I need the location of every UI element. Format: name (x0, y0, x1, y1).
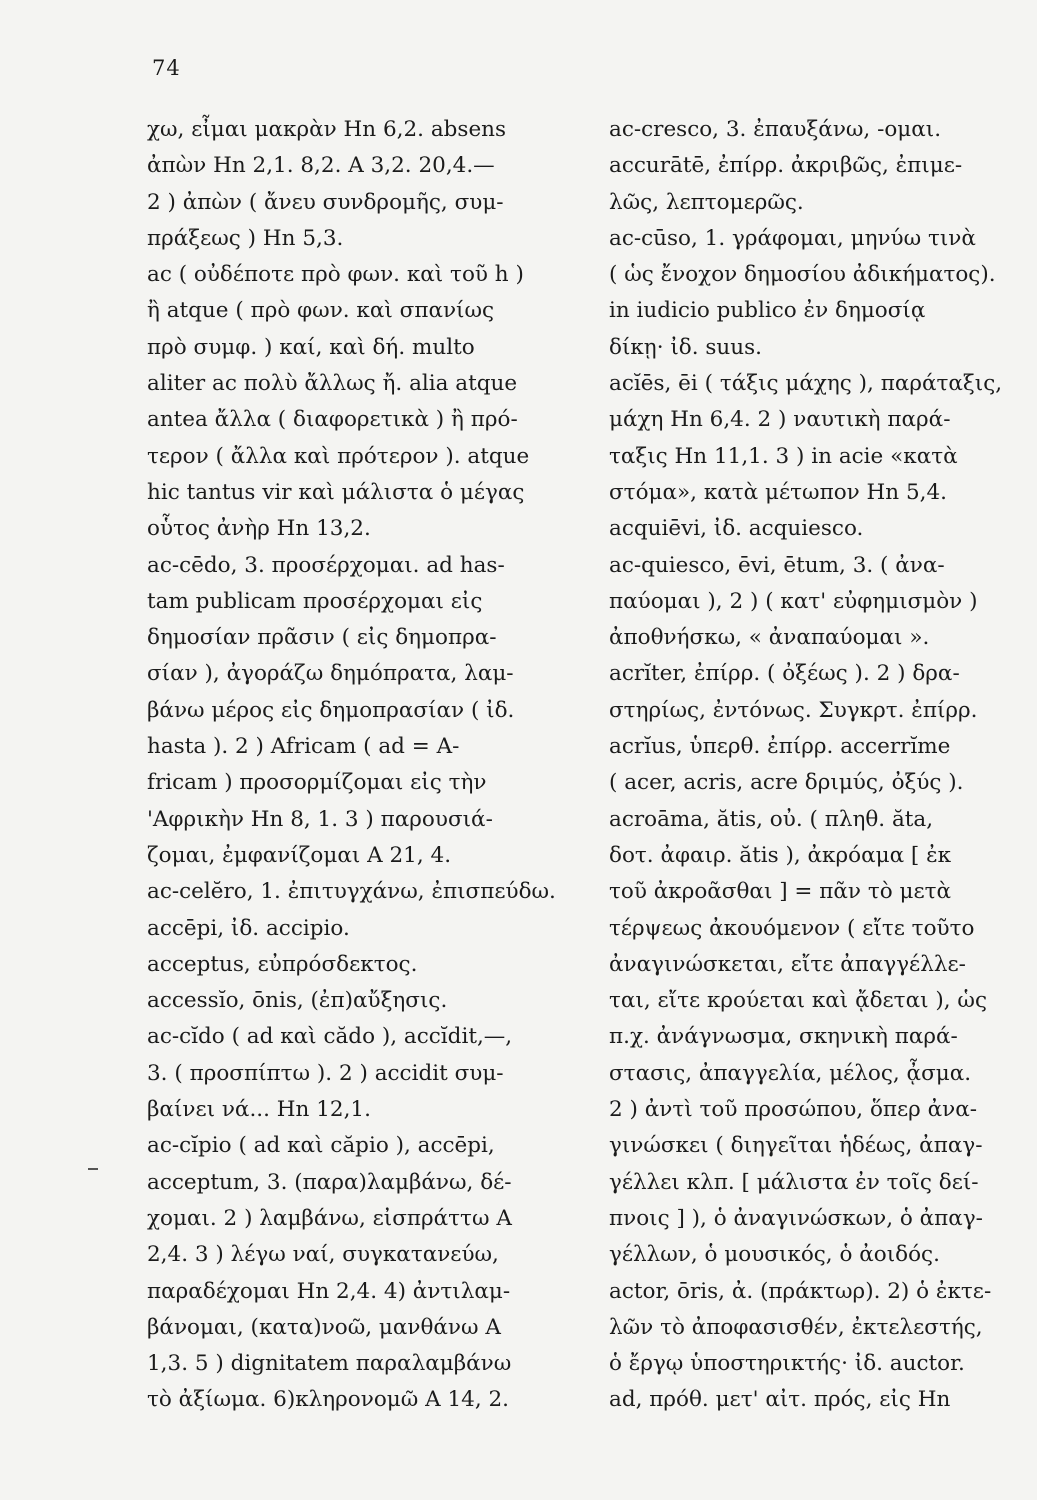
text-line: accēpi, ἰδ. accipio. (147, 915, 350, 941)
text-line: 3. ( προσπίπτω ). 2 ) accidit συμ- (147, 1060, 504, 1086)
text-line: ac-cūso, 1. γράφομαι, μηνύω τινὰ (609, 225, 976, 251)
right-column (609, 112, 1034, 1419)
text-line: acrĭus, ὑπερθ. ἐπίρρ. accerrĭme (609, 734, 951, 760)
text-line: actor, ōris, ἀ. (πράκτωρ). 2) ὁ ἐκτε- (609, 1278, 992, 1304)
text-line: ac-cresco, 3. ἐπαυξάνω, -ομαι. (609, 117, 942, 142)
text-line: χω, εἶμαι μακρὰν Ηn 6,2. absens (147, 117, 507, 142)
text-line: δίκῃ· ἰδ. suus. (609, 334, 762, 360)
text-line: γέλλων, ὁ μουσικός, ὁ ἀοιδός. (609, 1242, 940, 1268)
text-line: ζομαι, ἐμφανίζομαι Α 21, 4. (147, 842, 452, 868)
text-line: στασις, ἀπαγγελία, μέλος, ᾆσμα. (609, 1060, 972, 1086)
text-line: λῶν τὸ ἀποφασισθέν, ἐκτελεστής, (609, 1314, 983, 1340)
text-line: τέρψεως ἀκουόμενον ( εἴτε τοῦτο (609, 915, 975, 941)
text-line: ad, πρόθ. μετ' αἰτ. πρός, εἰς Ηn (609, 1387, 951, 1413)
text-line: ἀναγινώσκεται, εἴτε ἀπαγγέλλε- (609, 951, 966, 977)
text-line: βάνω μέρος εἰς δημοπρασίαν ( ἰδ. (147, 697, 515, 723)
text-line: tam publicam προσέρχομαι εἰς (147, 588, 483, 614)
text-line: ( acer, acris, acre δριμύς, ὀξύς ). (609, 770, 964, 796)
text-line: γινώσκει ( διηγεῖται ἡδέως, ἀπαγ- (609, 1133, 983, 1159)
text-line: 2 ) ἀντὶ τοῦ προσώπου, ὅπερ ἀνα- (609, 1097, 978, 1123)
text-line: χομαι. 2 ) λαμβάνω, εἰσπράττω Α (147, 1205, 512, 1231)
text-line: accessĭo, ōnis, (ἐπ)αὔξησις. (147, 988, 448, 1014)
text-line: hic tantus vir καὶ μάλιστα ὁ μέγας (147, 479, 525, 505)
text-line: ac-celĕro, 1. ἐπιτυγχάνω, ἐπισπεύδω. (147, 879, 556, 905)
text-line: ὁ ἔργῳ ὑποστηρικτής· ἰδ. auctor. (609, 1351, 965, 1377)
text-line: ac-cĭpio ( ad καὶ căpio ), accēpi, (147, 1133, 495, 1159)
text-line: ἢ atque ( πρὸ φων. καὶ σπανίως (147, 298, 495, 324)
text-line: λῶς, λεπτομερῶς. (609, 189, 804, 215)
text-line: πράξεως ) Ηn 5,3. (147, 225, 344, 251)
text-line: πνοις ] ), ὁ ἀναγινώσκων, ὁ ἀπαγ- (609, 1205, 983, 1231)
text-line: πρὸ συμφ. ) καί, καὶ δή. multo (147, 334, 475, 360)
text-line: σίαν ), ἀγοράζω δημόπρατα, λαμ- (147, 661, 514, 687)
text-line: ac-cēdo, 3. προσέρχομαι. ad has- (147, 552, 505, 578)
text-line: βαίνει νά... Ηn 12,1. (147, 1097, 371, 1123)
text-line: τὸ ἀξίωμα. 6)κληρονομῶ Α 14, 2. (147, 1387, 510, 1413)
text-line: acroāma, ătis, οὐ. ( πληθ. ăta, (609, 806, 934, 832)
text-line: 2 ) ἀπὼν ( ἄνευ συνδρομῆς, συμ- (147, 189, 504, 215)
text-line: ταξις Ηn 11,1. 3 ) in acie «κατὰ (609, 443, 958, 469)
text-line: 2,4. 3 ) λέγω ναί, συγκατανεύω, (147, 1242, 499, 1268)
text-line: accurātē, ἐπίρρ. ἀκριβῶς, ἐπιμε- (609, 153, 963, 179)
text-line: στηρίως, ἐντόνως. Συγκρτ. ἐπίρρ. (609, 697, 978, 723)
text-line: acceptus, εὐπρόσδεκτος. (147, 951, 418, 977)
text-line: in iudicio publico ἐν δημοσίᾳ (609, 298, 926, 324)
text-line: acrĭter, ἐπίρρ. ( ὀξέως ). 2 ) δρα- (609, 661, 960, 687)
margin-mark (88, 1168, 98, 1170)
text-line: ἀπὼν Ηn 2,1. 8,2. Α 3,2. 20,4.— (147, 153, 495, 179)
text-line: βάνομαι, (κατα)νοῶ, μανθάνω Α (147, 1314, 501, 1340)
text-line: δοτ. ἀφαιρ. ătis ), ἀκρόαμα [ ἐκ (609, 842, 952, 868)
text-line: παύομαι ), 2 ) ( κατ' εὐφημισμὸν ) (609, 588, 978, 614)
text-line: hasta ). 2 ) Africam ( ad = A- (147, 734, 460, 760)
text-line: τοῦ ἀκροᾶσθαι ] = πᾶν τὸ μετὰ (609, 879, 952, 905)
text-line: οὗτος ἀνὴρ Ηn 13,2. (147, 516, 371, 542)
text-line: ἀποθνήσκω, « ἀναπαύομαι ». (609, 625, 930, 651)
text-line: ac ( οὐδέποτε πρὸ φων. καὶ τοῦ h ) (147, 262, 524, 288)
page-number: 74 (152, 56, 181, 80)
text-line: antea ἄλλα ( διαφορετικὰ ) ἢ πρό- (147, 407, 518, 433)
text-line: aliter ac πολὺ ἄλλως ἤ. alia atque (147, 371, 518, 397)
text-line: μάχη Ηn 6,4. 2 ) ναυτικὴ παρά- (609, 407, 951, 433)
text-line: ac-quiesco, ēvi, ētum, 3. ( ἀνα- (609, 552, 945, 578)
text-line: acquiēvi, ἰδ. acquiesco. (609, 516, 864, 542)
text-line: γέλλει κλπ. [ μάλιστα ἐν τοῖς δεί- (609, 1169, 979, 1195)
text-line: fricam ) προσορμίζομαι εἰς τὴν (147, 770, 487, 796)
text-line: τερον ( ἄλλα καὶ πρότερον ). atque (147, 443, 530, 469)
text-line: 'Αφρικὴν Ηn 8, 1. 3 ) παρουσιά- (147, 806, 493, 832)
text-line: acĭēs, ēi ( τάξις μάχης ), παράταξις, (609, 371, 1003, 397)
text-line: acceptum, 3. (παρα)λαμβάνω, δέ- (147, 1169, 512, 1195)
text-line: 1,3. 5 ) dignitatem παραλαμβάνω (147, 1351, 512, 1377)
text-line: ται, εἴτε κρούεται καὶ ᾄδεται ), ὡς (609, 988, 987, 1014)
text-line: ( ὡς ἔνοχον δημοσίου ἀδικήματος). (609, 262, 996, 288)
text-line: δημοσίαν πρᾶσιν ( εἰς δημοπρα- (147, 625, 497, 651)
text-line: π.χ. ἀνάγνωσμα, σκηνικὴ παρά- (609, 1024, 958, 1050)
text-line: στόμα», κατὰ μέτωπον Ηn 5,4. (609, 479, 948, 505)
text-line: παραδέχομαι Ηn 2,4. 4) ἀντιλαμ- (147, 1278, 511, 1304)
left-column (147, 112, 587, 1419)
text-line: ac-cĭdo ( ad καὶ cădo ), accĭdit,—, (147, 1024, 513, 1050)
